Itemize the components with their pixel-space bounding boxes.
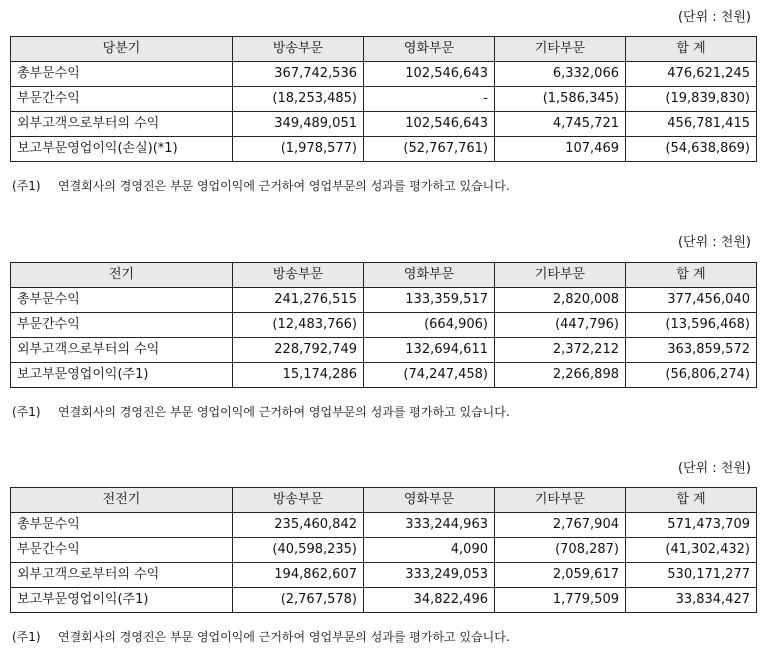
unit-label: (단위 : 천원): [677, 235, 751, 250]
cell-value: (664,906): [364, 313, 495, 338]
segment-table-two-years-prior: [10, 487, 757, 613]
cell-value: 194,862,607: [233, 563, 364, 588]
column-header-broadcast: 방송부문: [233, 263, 364, 288]
cell-value: (52,767,761): [364, 137, 495, 162]
column-header-broadcast: 방송부문: [233, 37, 364, 62]
cell-value: 2,767,904: [495, 513, 626, 538]
column-header-other: 기타부문: [495, 37, 626, 62]
table-row: [11, 538, 757, 563]
table-row: [11, 62, 757, 87]
footnote-tag: (주1): [12, 630, 41, 644]
table-row: [11, 288, 757, 313]
footnote: [12, 629, 510, 645]
cell-value: 102,546,643: [364, 62, 495, 87]
footnote-tag: (주1): [12, 179, 41, 193]
row-label: 총부문수익: [11, 288, 233, 313]
cell-value: 367,742,536: [233, 62, 364, 87]
cell-value: 333,244,963: [364, 513, 495, 538]
row-label: 외부고객으로부터의 수익: [11, 112, 233, 137]
cell-value: 133,359,517: [364, 288, 495, 313]
table-row: [11, 87, 757, 112]
period-header: 전기: [11, 263, 233, 288]
footnote: [12, 404, 510, 420]
cell-value: 33,834,427: [626, 588, 757, 613]
segment-table-prior-year: [10, 262, 757, 388]
column-header-broadcast: 방송부문: [233, 488, 364, 513]
unit-label: (단위 : 천원): [677, 461, 751, 476]
cell-value: 476,621,245: [626, 62, 757, 87]
cell-value: 15,174,286: [233, 363, 364, 388]
row-label: 부문간수익: [11, 313, 233, 338]
cell-value: 2,820,008: [495, 288, 626, 313]
table-row: [11, 588, 757, 613]
cell-value: (41,302,432): [626, 538, 757, 563]
cell-value: 6,332,066: [495, 62, 626, 87]
footnote-text: 연결회사의 경영진은 부문 영업이익에 근거하여 영업부문의 성과를 평가하고 있습니다.: [58, 405, 510, 419]
cell-value: (2,767,578): [233, 588, 364, 613]
cell-value: (40,598,235): [233, 538, 364, 563]
cell-value: 4,090: [364, 538, 495, 563]
table-header-row: [11, 488, 757, 513]
cell-value: (708,287): [495, 538, 626, 563]
row-label: 외부고객으로부터의 수익: [11, 338, 233, 363]
cell-value: 4,745,721: [495, 112, 626, 137]
column-header-total: 합 계: [626, 488, 757, 513]
column-header-total: 합 계: [626, 37, 757, 62]
cell-value: (447,796): [495, 313, 626, 338]
cell-value: 2,266,898: [495, 363, 626, 388]
cell-value: 34,822,496: [364, 588, 495, 613]
row-label: 보고부문영업이익(주1): [11, 588, 233, 613]
table-row: [11, 313, 757, 338]
unit-label: (단위 : 천원): [677, 10, 751, 25]
cell-value: (56,806,274): [626, 363, 757, 388]
cell-value: (1,978,577): [233, 137, 364, 162]
cell-value: 107,469: [495, 137, 626, 162]
table-row: [11, 363, 757, 388]
cell-value: (18,253,485): [233, 87, 364, 112]
cell-value: 1,779,509: [495, 588, 626, 613]
cell-value: (19,839,830): [626, 87, 757, 112]
column-header-total: 합 계: [626, 263, 757, 288]
cell-value: 241,276,515: [233, 288, 364, 313]
table-row: [11, 563, 757, 588]
cell-value: (12,483,766): [233, 313, 364, 338]
table-row: [11, 513, 757, 538]
column-header-film: 영화부문: [364, 488, 495, 513]
cell-value: (54,638,869): [626, 137, 757, 162]
cell-value: (1,586,345): [495, 87, 626, 112]
cell-value: 456,781,415: [626, 112, 757, 137]
row-label: 총부문수익: [11, 513, 233, 538]
row-label: 보고부문영업이익(손실)(*1): [11, 137, 233, 162]
cell-value: 2,059,617: [495, 563, 626, 588]
segment-table-current-quarter: [10, 36, 757, 162]
cell-value: (13,596,468): [626, 313, 757, 338]
row-label: 총부문수익: [11, 62, 233, 87]
table-row: [11, 112, 757, 137]
column-header-film: 영화부문: [364, 37, 495, 62]
column-header-other: 기타부문: [495, 263, 626, 288]
footnote-text: 연결회사의 경영진은 부문 영업이익에 근거하여 영업부문의 성과를 평가하고 있습니다.: [58, 179, 510, 193]
table-header-row: [11, 37, 757, 62]
footnote: [12, 178, 510, 194]
cell-value: 363,859,572: [626, 338, 757, 363]
row-label: 부문간수익: [11, 87, 233, 112]
column-header-other: 기타부문: [495, 488, 626, 513]
cell-value: 530,171,277: [626, 563, 757, 588]
column-header-film: 영화부문: [364, 263, 495, 288]
row-label: 외부고객으로부터의 수익: [11, 563, 233, 588]
cell-value: 571,473,709: [626, 513, 757, 538]
cell-value: 377,456,040: [626, 288, 757, 313]
cell-value: (74,247,458): [364, 363, 495, 388]
table-header-row: [11, 263, 757, 288]
footnote-text: 연결회사의 경영진은 부문 영업이익에 근거하여 영업부문의 성과를 평가하고 있습니다.: [58, 630, 510, 644]
table-row: [11, 338, 757, 363]
cell-value: 235,460,842: [233, 513, 364, 538]
cell-value: 228,792,749: [233, 338, 364, 363]
cell-value: 2,372,212: [495, 338, 626, 363]
cell-value: 102,546,643: [364, 112, 495, 137]
row-label: 부문간수익: [11, 538, 233, 563]
cell-value: 333,249,053: [364, 563, 495, 588]
cell-value: 349,489,051: [233, 112, 364, 137]
row-label: 보고부문영업이익(주1): [11, 363, 233, 388]
period-header: 당분기: [11, 37, 233, 62]
period-header: 전전기: [11, 488, 233, 513]
footnote-tag: (주1): [12, 405, 41, 419]
cell-value: 132,694,611: [364, 338, 495, 363]
table-row: [11, 137, 757, 162]
cell-value: -: [364, 87, 495, 112]
